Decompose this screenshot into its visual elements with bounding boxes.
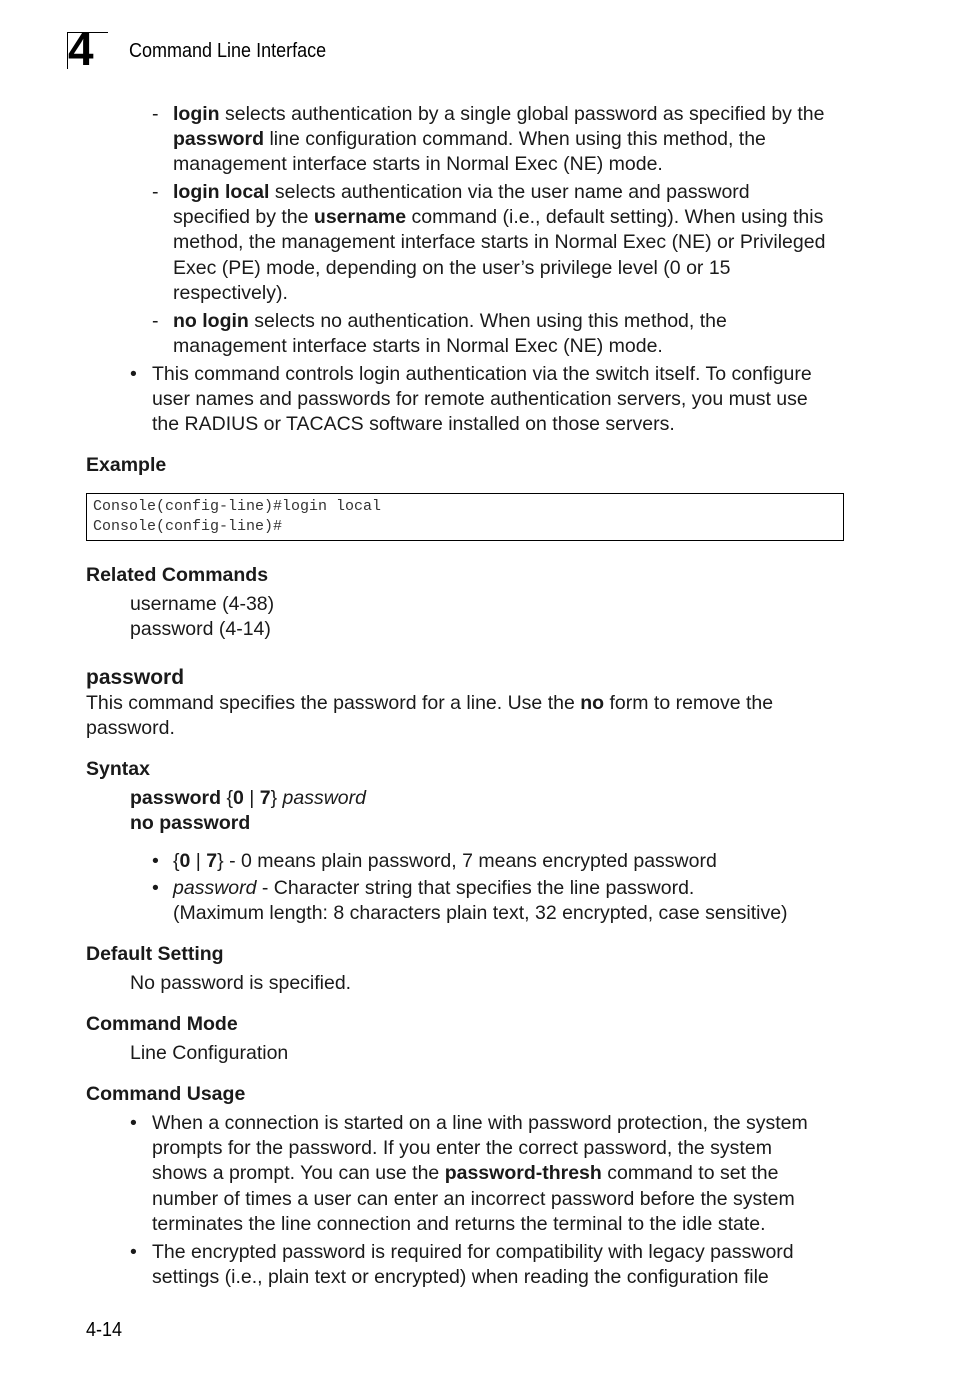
usage-note-line-2: user names and passwords for remote authentication servers, you must use: [152, 388, 808, 410]
usage-line: The encrypted password is required for compatibility with legacy password: [152, 1241, 794, 1263]
usage-line: shows a prompt. You can use the password-thresh command to set the: [152, 1162, 779, 1184]
bullet-marker: •: [152, 850, 159, 872]
login-option-line-1: login selects authentication by a single global password as specified by the: [173, 103, 825, 125]
login-local-line-3: method, the management interface starts in Normal Exec (NE) or Privileged: [173, 231, 826, 253]
no-login-line-2: management interface starts in Normal Exec (NE) mode.: [173, 335, 663, 357]
bullet-marker: •: [152, 877, 159, 899]
command-mode-heading: Command Mode: [86, 1013, 238, 1035]
usage-line: prompts for the password. If you enter the correct password, the system: [152, 1137, 772, 1159]
syntax-heading: Syntax: [86, 758, 150, 780]
no-login-line-1: no login selects no authentication. When using this method, the: [173, 310, 727, 332]
login-option-line-2: password line configuration command. When using this method, the: [173, 128, 766, 150]
related-commands-heading: Related Commands: [86, 564, 269, 586]
chapter-number: 4: [68, 23, 94, 75]
example-heading: Example: [86, 454, 167, 476]
page-number: 4-14: [86, 1319, 123, 1341]
command-usage-heading: Command Usage: [86, 1083, 246, 1105]
related-command-link: password (4-14): [130, 618, 271, 640]
related-command-link: username (4-38): [130, 593, 275, 615]
param-line: (Maximum length: 8 characters plain text, 32 encrypted, case sensitive): [173, 902, 788, 924]
param-line: {0 | 7} - 0 means plain password, 7 means encrypted password: [173, 850, 717, 872]
command-title: password: [86, 666, 185, 689]
usage-line: When a connection is started on a line with password protection, the system: [152, 1112, 808, 1134]
login-local-line-2: specified by the username command (i.e., default setting). When using this: [173, 206, 824, 228]
login-local-line-1: login local selects authentication via the user name and password: [173, 181, 750, 203]
command-mode-text: Line Configuration: [130, 1042, 289, 1064]
default-setting-heading: Default Setting: [86, 943, 224, 965]
bullet-marker: •: [130, 363, 137, 385]
param-line: password - Character string that specifies the line password.: [173, 877, 695, 899]
code-example: Console(config-line)#login local Console(config-line)#: [93, 498, 382, 535]
dash-marker: -: [152, 310, 159, 332]
login-option-line-3: management interface starts in Normal Exec (NE) mode.: [173, 153, 663, 175]
login-local-line-5: respectively).: [173, 282, 288, 304]
bullet-marker: •: [130, 1241, 137, 1263]
dash-marker: -: [152, 103, 159, 125]
running-header-title: Command Line Interface: [129, 40, 327, 62]
command-description-line-2: password.: [86, 717, 175, 739]
usage-line: settings (i.e., plain text or encrypted) when reading the configuration file: [152, 1266, 769, 1288]
syntax-no-form: no password: [130, 812, 251, 834]
syntax-line: password {0 | 7} password: [130, 787, 366, 809]
default-setting-text: No password is specified.: [130, 972, 352, 994]
usage-note-line-3: the RADIUS or TACACS software installed on those servers.: [152, 413, 675, 435]
bullet-marker: •: [130, 1112, 137, 1134]
dash-marker: -: [152, 181, 159, 203]
usage-line: terminates the line connection and returns the terminal to the idle state.: [152, 1213, 766, 1235]
usage-line: number of times a user can enter an incorrect password before the system: [152, 1188, 795, 1210]
login-local-line-4: Exec (PE) mode, depending on the user’s privilege level (0 or 15: [173, 257, 731, 279]
command-description-line-1: This command specifies the password for a line. Use the no form to remove the: [86, 692, 774, 714]
usage-note-line-1: This command controls login authentication via the switch itself. To configure: [152, 363, 812, 385]
